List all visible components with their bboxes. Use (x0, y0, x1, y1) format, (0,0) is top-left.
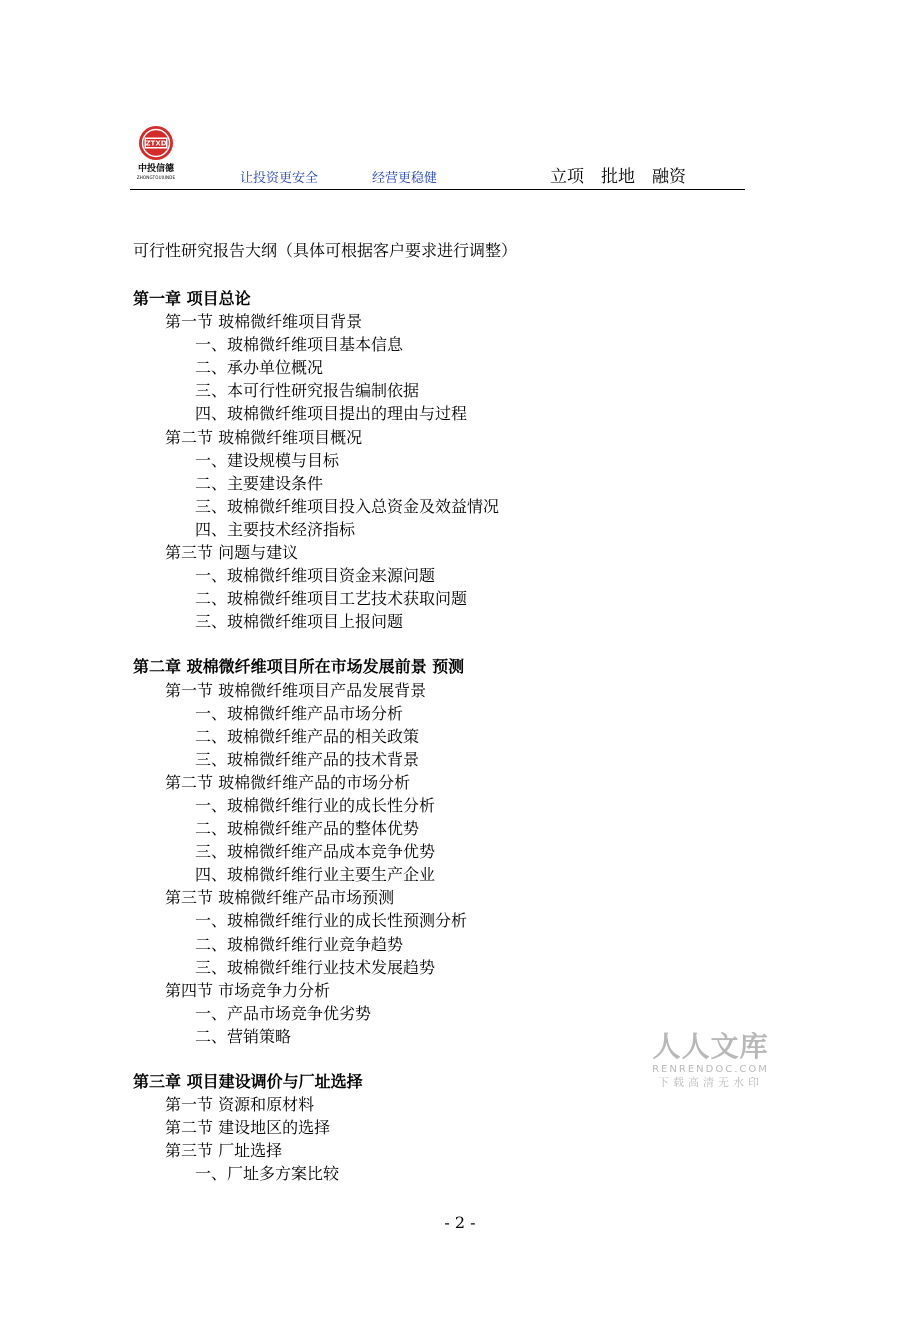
toc-item: 二、玻棉微纤维产品的整体优势 (195, 819, 420, 839)
toc-item: 一、产品市场竞争优劣势 (195, 1003, 372, 1023)
toc-item: 一、玻棉微纤维行业的成长性预测分析 (195, 911, 468, 931)
toc-section: 第三节 厂址选择 (165, 1141, 283, 1161)
toc-item: 二、主要建设条件 (195, 473, 324, 493)
toc-chapter: 第一章 项目总论 (133, 289, 251, 308)
header-divider (130, 189, 745, 190)
toc-item: 三、本可行性研究报告编制依据 (195, 381, 420, 401)
toc-section: 第一节 资源和原材料 (165, 1095, 315, 1115)
toc-item: 二、承办单位概况 (195, 358, 324, 378)
toc-item: 四、主要技术经济指标 (195, 519, 356, 539)
toc-section: 第四节 市场竞争力分析 (165, 980, 331, 1000)
toc-item: 一、玻棉微纤维项目基本信息 (195, 335, 404, 355)
toc-section: 第一节 玻棉微纤维项目产品发展背景 (165, 680, 427, 700)
toc-item: 三、玻棉微纤维行业技术发展趋势 (195, 957, 436, 977)
toc-item: 二、玻棉微纤维项目工艺技术获取问题 (195, 589, 468, 609)
toc-item: 一、玻棉微纤维产品市场分析 (195, 703, 404, 723)
outline-intro: 可行性研究报告大纲（具体可根据客户要求进行调整） (133, 241, 518, 260)
toc-item: 三、玻棉微纤维产品成本竞争优势 (195, 842, 436, 862)
page-number: - 2 - (444, 1213, 476, 1232)
watermark-domain: RENRENDOC.COM (652, 1064, 769, 1075)
toc-item: 三、玻棉微纤维项目上报问题 (195, 612, 404, 632)
toc-item: 一、玻棉微纤维项目资金来源问题 (195, 566, 436, 586)
toc-item: 三、玻棉微纤维产品的技术背景 (195, 749, 420, 769)
toc-item: 三、玻棉微纤维项目投入总资金及效益情况 (195, 496, 500, 516)
logo-company-name-latin: ZHONGTOUXINDE (136, 175, 176, 180)
toc-chapter: 第二章 玻棉微纤维项目所在市场发展前景 预测 (133, 657, 465, 677)
toc-section: 第二节 玻棉微纤维项目概况 (165, 427, 363, 447)
watermark-title: 人人文库 (652, 1030, 769, 1063)
toc-chapter: 第三章 项目建设调价与厂址选择 (133, 1072, 363, 1091)
header-services (550, 166, 686, 188)
toc-item: 四、玻棉微纤维行业主要生产企业 (195, 865, 436, 885)
toc-section: 第三节 问题与建议 (165, 543, 299, 563)
service-project-approval: 立项 (550, 167, 584, 187)
toc-item: 二、营销策略 (195, 1026, 292, 1046)
service-land-approval: 批地 (601, 167, 635, 187)
toc-item: 二、玻棉微纤维行业竞争趋势 (195, 934, 404, 954)
toc-section: 第二节 建设地区的选择 (165, 1118, 331, 1138)
toc-section: 第二节 玻棉微纤维产品的市场分析 (165, 772, 411, 792)
toc-item: 二、玻棉微纤维产品的相关政策 (195, 726, 420, 746)
svg-text:ZTXD: ZTXD (145, 139, 167, 148)
toc-item: 一、厂址多方案比较 (195, 1164, 340, 1184)
toc-item: 一、建设规模与目标 (195, 450, 340, 470)
service-financing: 融资 (652, 167, 686, 187)
toc-section: 第三节 玻棉微纤维产品市场预测 (165, 888, 395, 908)
header-slogan-safe-investment: 让投资更安全 (240, 171, 319, 186)
logo-company-name: 中投信德 (137, 164, 174, 174)
toc-item: 四、玻棉微纤维项目提出的理由与过程 (195, 404, 468, 424)
toc-spacer (133, 633, 753, 655)
toc-item: 一、玻棉微纤维行业的成长性分析 (195, 795, 436, 815)
watermark (648, 1030, 773, 1089)
toc-section: 第一节 玻棉微纤维项目背景 (165, 312, 363, 332)
header-slogan-stable-operation: 经营更稳健 (372, 171, 438, 186)
watermark-subtitle: 下载高清无水印 (658, 1076, 763, 1089)
